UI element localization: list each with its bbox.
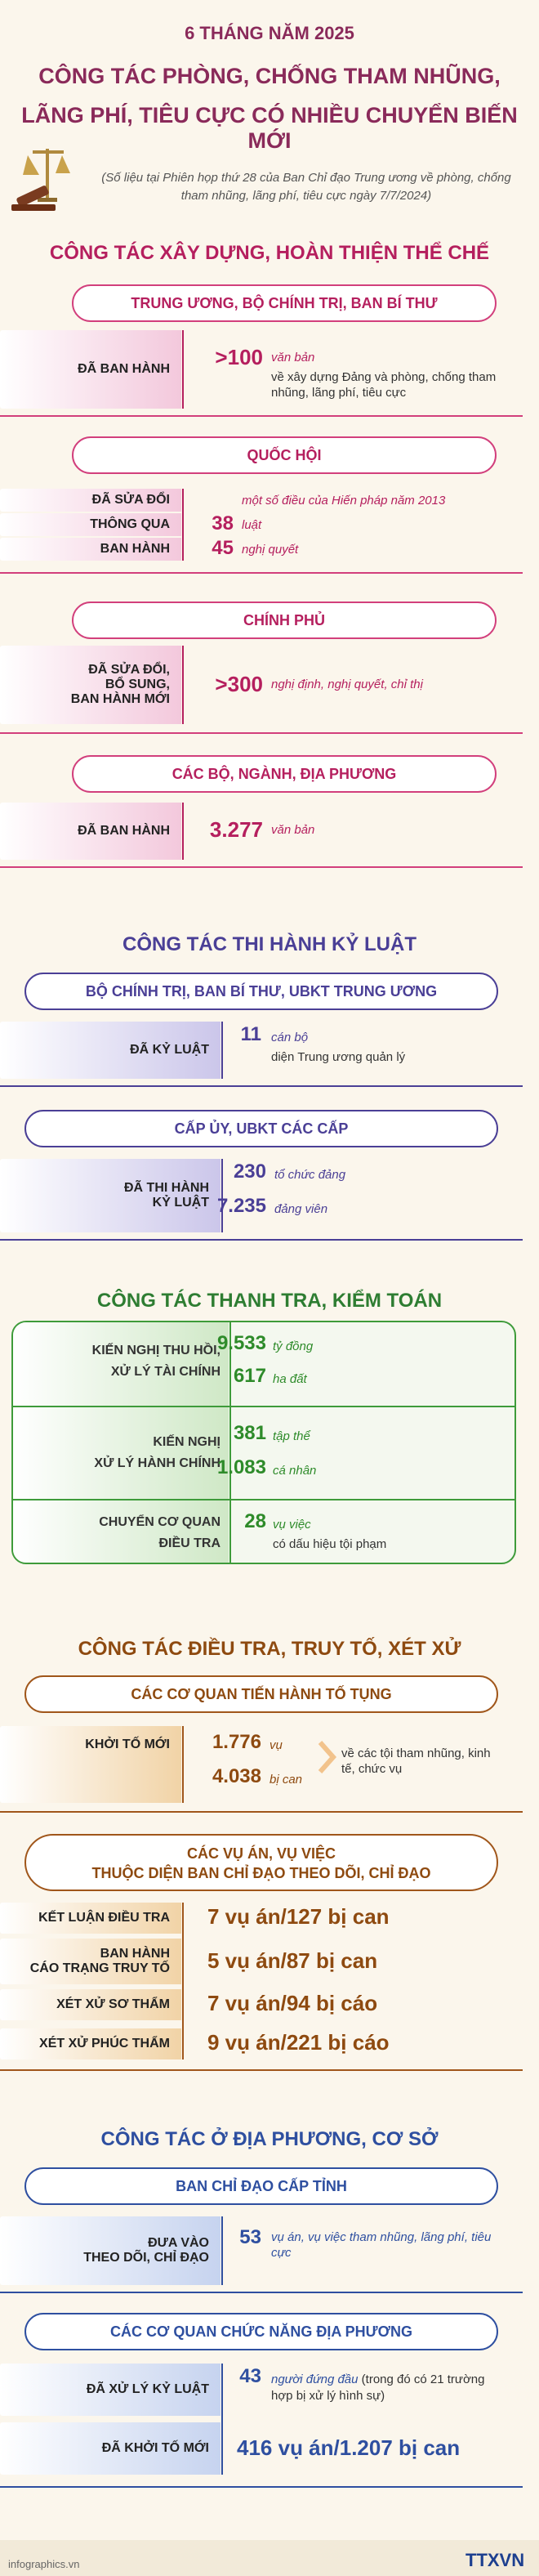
s4-g1-unit2: bị can [270,1773,303,1787]
s4-g2-head [24,1834,498,1891]
s3-r1-num1: 9.533 [216,1332,266,1354]
s3-r3-tag2: ĐIỀU TRA [158,1536,220,1550]
s2-g1-divider [221,1022,223,1079]
s4-g1-unit1: vụ [270,1738,283,1752]
s5-g1-num: 53 [239,2226,261,2248]
s4-g2-head1: CÁC VỤ ÁN, VỤ VIỆC [186,1845,336,1862]
s3-rule1 [13,1406,514,1407]
s5-g2-r1-text [271,2372,508,2404]
s2-g1-num: 11 [240,1023,261,1045]
s4-g1-divider [182,1726,184,1803]
title-line1: CÔNG TÁC PHÒNG, CHỐNG THAM NHŨNG, [38,64,501,88]
s5-g1-tag1: ĐƯA VÀO [148,2236,209,2250]
s1-g2-head: QUỐC HỘI [72,436,497,474]
s1-g3-num: >300 [215,672,263,696]
s5-g1-unit: vụ án, vụ việc tham nhũng, lãng phí, tiêu cực [271,2230,492,2260]
s2-g2-num2: 7.235 [216,1195,266,1217]
s2-g2-rule [0,1239,523,1241]
s5-g1-head: BAN CHỈ ĐẠO CẤP TỈNH [24,2167,498,2205]
s4-g2-r2-tag2: CÁO TRẠNG TRUY TỐ [29,1961,170,1975]
s4-g1-head: CÁC CƠ QUAN TIẾN HÀNH TỐ TỤNG [24,1675,498,1713]
s1-g1-desc: về xây dựng Đảng và phòng, chống tham nhũng, lãng phí, tiêu cực [271,370,497,400]
s2-g2-tag [0,1159,220,1232]
s3-r3-num: 28 [244,1510,266,1532]
s4-g1-num2: 4.038 [212,1765,261,1787]
s3-r1-num2: 617 [233,1365,266,1387]
s5-g2-r1-desc: (trong đó có 21 trường hợp bị xử lý hình sự) [271,2373,485,2403]
s1-g2-r3-tag: BAN HÀNH [0,538,181,561]
s1-g1-divider [182,330,184,409]
footer-bar [0,2540,539,2576]
source-note: (Số liệu tại Phiên họp thứ 28 của Ban Chỉ đạo Trung ương về phòng, chống tham nhũng, lãng phí, tiêu cực ngày 7/7/2024) [101,171,511,203]
s1-g1-tag: ĐÃ BAN HÀNH [0,330,181,409]
s4-g2-r3-tag: XÉT XỬ SƠ THẨM [0,1989,181,2020]
s5-g1-tag2: THEO DÕI, CHỈ ĐẠO [83,2251,209,2265]
s1-g2-r3-unit: nghị quyết [242,543,299,557]
s3-r2-unit2: cá nhân [273,1464,317,1478]
s4-g2-r2-val: 5 vụ án/87 bị can [207,1948,378,1973]
s3-r2-tag [16,1432,220,1474]
s2-g2-tag1: ĐÃ THI HÀNH [124,1181,209,1195]
s5-g1-tag [0,2216,220,2285]
section1-title: CÔNG TÁC XÂY DỰNG, HOÀN THIỆN THỂ CHẾ [49,242,490,264]
s3-r3-tag [16,1512,220,1554]
s2-g1-tag: ĐÃ KỶ LUẬT [0,1022,220,1079]
footer-site: infographics.vn [8,2558,80,2570]
s3-rule2 [13,1499,514,1500]
s3-r2-num1: 381 [233,1422,266,1444]
s3-r3-tag1: CHUYỂN CƠ QUAN [99,1515,220,1529]
s1-g3-tag3: BAN HÀNH MỚI [70,692,170,706]
s1-g4-rule [0,866,523,868]
s1-g2-r2-num: 38 [212,512,234,534]
s1-g4-tag: ĐÃ BAN HÀNH [0,803,181,860]
s2-g1-desc: diện Trung ương quản lý [271,1050,406,1064]
s1-g1-num: >100 [215,345,263,369]
s2-g2-tag2: KỶ LUẬT [152,1196,209,1210]
s1-g4-num: 3.277 [209,817,263,842]
s1-g1-unit: văn bản [271,351,315,364]
s4-g1-tag: KHỞI TỐ MỚI [0,1726,181,1803]
s4-g2-r1-val: 7 vụ án/127 bị can [207,1904,390,1929]
s2-g2-unit1: tổ chức đảng [274,1168,346,1182]
s2-g2-unit2: đảng viên [274,1202,328,1216]
s5-g2-r1-unit: người đứng đầu [271,2373,359,2386]
s3-r3-desc: có dấu hiệu tội phạm [273,1537,387,1551]
s4-g2-rule [0,2069,523,2071]
ttxvn-logo: TTXVN [466,2550,525,2570]
s1-g2-r2-tag: THÔNG QUA [0,513,181,536]
s4-g1-desc: về các tội tham nhũng, kinh tế, chức vụ [341,1746,491,1776]
s3-r2-num2: 1.083 [216,1456,266,1478]
s1-g4-head: CÁC BỘ, NGÀNH, ĐỊA PHƯƠNG [72,755,497,793]
s4-g2-r2-tag [0,1939,181,1984]
s4-g2-head2: THUỘC DIỆN BAN CHỈ ĐẠO THEO DÕI, CHỈ ĐẠO [91,1865,431,1881]
s3-r1-tag1: KIẾN NGHỊ THU HỒI, [91,1344,220,1357]
s1-g1-rule [0,415,523,417]
s4-g2-r3-val: 7 vụ án/94 bị cáo [207,1991,378,2015]
s1-g4-unit: văn bản [271,823,315,837]
s1-g3-rule [0,732,523,734]
s4-g1-rule [0,1811,523,1813]
s2-g1-head: BỘ CHÍNH TRỊ, BAN BÍ THƯ, UBKT TRUNG ƯƠNG [24,973,498,1010]
s2-g1-rule [0,1085,523,1087]
s5-g2-r2-val: 416 vụ án/1.207 bị can [237,2435,461,2460]
title-line2: LÃNG PHÍ, TIÊU CỰC CÓ NHIỀU CHUYỂN BIẾN MỚI [21,103,518,153]
s4-g2-divider [182,1903,184,2059]
s5-g1-rule [0,2292,523,2293]
s5-g2-r1-tag: ĐÃ XỬ LÝ KỶ LUẬT [0,2364,220,2416]
chevron-right-icon [317,1741,336,1773]
s5-g2-divider [221,2364,223,2475]
s1-g3-head: CHÍNH PHỦ [72,602,497,639]
s2-g2-head: CẤP ỦY, UBKT CÁC CẤP [24,1110,498,1147]
s5-g2-rule [0,2486,523,2488]
s1-g2-divider [182,489,184,561]
s5-g2-r2-tag: ĐÃ KHỞI TỐ MỚI [0,2422,220,2475]
s2-g1-unit: cán bộ [271,1031,309,1044]
s1-g2-r1-tag: ĐÃ SỬA ĐỔI [0,489,181,512]
s4-g2-r1-tag: KẾT LUẬN ĐIỀU TRA [0,1903,181,1934]
section4-title: CÔNG TÁC ĐIỀU TRA, TRUY TỐ, XÉT XỬ [78,1638,461,1660]
s3-r1-unit2: ha đất [273,1372,307,1386]
s1-g3-unit: nghị định, nghị quyết, chỉ thị [271,678,423,691]
s3-r2-unit1: tập thể [273,1429,310,1443]
s3-r1-unit1: tỷ đồng [273,1339,314,1353]
s4-g1-num1: 1.776 [212,1731,261,1753]
s1-g1-head: TRUNG ƯƠNG, BỘ CHÍNH TRỊ, BAN BÍ THƯ [72,284,497,322]
s1-g3-tag [0,646,181,724]
scales-gavel-icon [8,141,90,214]
s4-g2-r4-tag: XÉT XỬ PHÚC THẨM [0,2028,181,2059]
s1-g3-divider [182,646,184,724]
section2-title: CÔNG TÁC THI HÀNH KỶ LUẬT [122,933,416,955]
s3-r1-tag [16,1340,220,1383]
s1-g2-r2-unit: luật [242,518,262,532]
s1-g4-divider [182,803,184,860]
s3-r3-unit: vụ việc [273,1518,311,1532]
s1-g2-r1-unit: một số điều của Hiến pháp năm 2013 [242,494,446,508]
s3-r2-tag1: KIẾN NGHỊ [153,1435,220,1449]
s5-g1-divider [221,2216,223,2285]
s1-g2-rule [0,572,523,574]
s1-g3-tag2: BỔ SUNG, [105,678,170,691]
s3-r1-tag2: XỬ LÝ TÀI CHÍNH [110,1365,220,1379]
s1-g2-r3-num: 45 [212,537,234,559]
s2-g2-num1: 230 [233,1161,266,1183]
s4-g2-r2-tag1: BAN HÀNH [100,1947,170,1961]
s5-g2-head: CÁC CƠ QUAN CHỨC NĂNG ĐỊA PHƯƠNG [24,2313,498,2350]
s1-g3-tag1: ĐÃ SỬA ĐỔI, [88,663,170,677]
s4-g2-r4-val: 9 vụ án/221 bị cáo [207,2030,390,2055]
section5-title: CÔNG TÁC Ở ĐỊA PHƯƠNG, CƠ SỞ [100,2128,439,2150]
kicker: 6 THÁNG NĂM 2025 [185,23,354,43]
section3-title: CÔNG TÁC THANH TRA, KIỂM TOÁN [96,1290,443,1312]
s5-g2-r1-num: 43 [239,2365,261,2387]
s3-r2-tag2: XỬ LÝ HÀNH CHÍNH [94,1456,220,1470]
